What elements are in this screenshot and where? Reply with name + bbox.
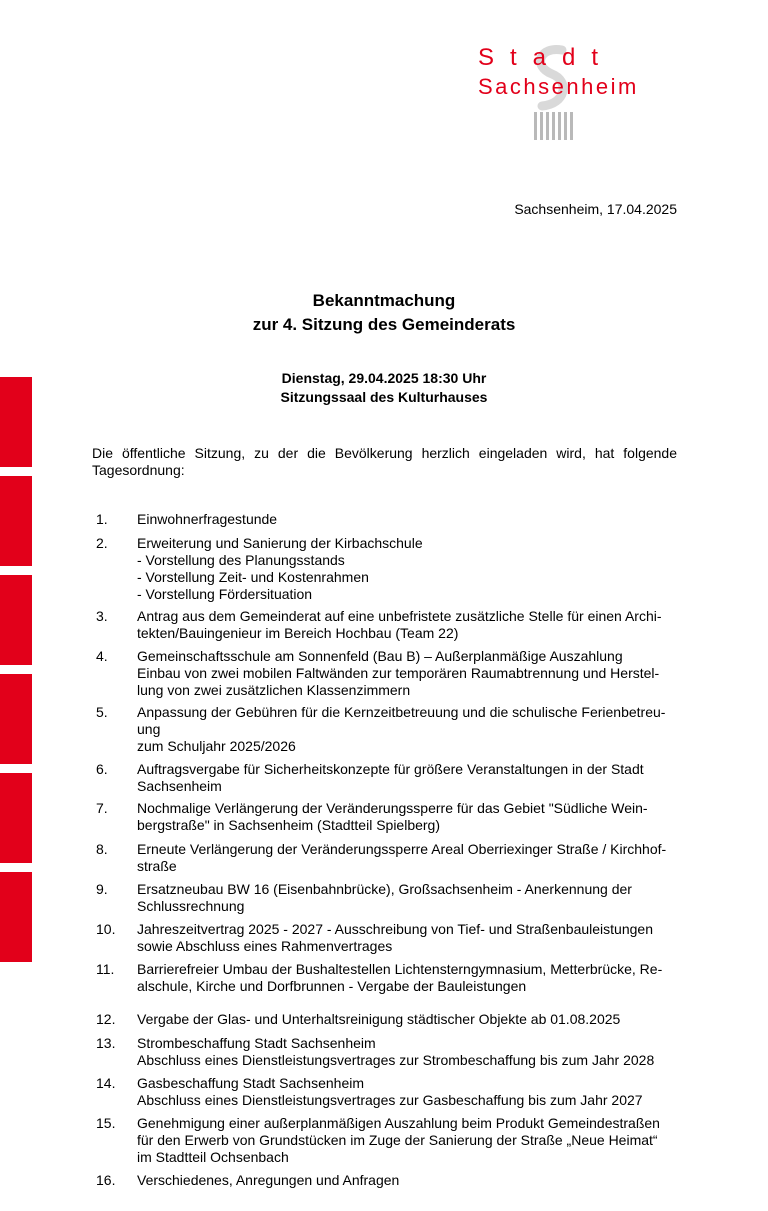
agenda-line: Jahreszeitvertrag 2025 - 2027 - Ausschreibung von Tief- und Straßenbauleistungen: [137, 921, 653, 937]
agenda-line: Ersatzneubau BW 16 (Eisenbahnbrücke), Großsachsenheim - Anerkennung der: [137, 881, 632, 897]
agenda-item-text: [137, 608, 682, 642]
meeting-info: [0, 369, 768, 407]
side-bar: [0, 575, 32, 665]
agenda-line: Erweiterung und Sanierung der Kirbachschule: [137, 535, 423, 551]
agenda-item-number: 6.: [96, 761, 108, 777]
agenda-line: - Vorstellung Zeit- und Kostenrahmen: [137, 569, 369, 585]
agenda-line: straße: [137, 858, 177, 874]
intro-line-2: Tagesordnung:: [92, 462, 185, 478]
agenda-item-number: 14.: [96, 1075, 116, 1091]
side-bar: [0, 674, 32, 764]
side-bar: [0, 476, 32, 566]
agenda-item-text: [137, 535, 682, 603]
agenda-item-number: 7.: [96, 800, 108, 816]
document-date: Sachsenheim, 17.04.2025: [514, 201, 677, 217]
city-logo: [478, 44, 638, 144]
agenda-line: Antrag aus dem Gemeinderat auf eine unbefristete zusätzliche Stelle für einen Archi-: [137, 608, 662, 624]
agenda-item-number: 15.: [96, 1115, 116, 1131]
title-line-2: zur 4. Sitzung des Gemeinderats: [252, 315, 516, 334]
agenda-item-number: 8.: [96, 841, 108, 857]
meeting-datetime: Dienstag, 29.04.2025 18:30 Uhr: [281, 370, 487, 386]
agenda-item-text: [137, 841, 682, 875]
agenda-item-text: [137, 648, 682, 699]
agenda-item-number: 13.: [96, 1035, 116, 1051]
agenda-line: sowie Abschluss eines Rahmenvertrages: [137, 938, 393, 954]
agenda-item-text: [137, 1115, 682, 1166]
agenda-item-number: 4.: [96, 648, 108, 664]
agenda-item-text: [137, 1075, 682, 1109]
logo-text-stadt: Stadt: [478, 44, 615, 71]
agenda-line: Anpassung der Gebühren für die Kernzeitbetreuung und die schulische Ferienbetreu-: [137, 704, 666, 720]
agenda-item-number: 1.: [96, 511, 108, 527]
agenda-line: Gasbeschaffung Stadt Sachsenheim: [137, 1075, 365, 1091]
agenda-line: - Vorstellung des Planungsstands: [137, 552, 345, 568]
agenda-item-text: [137, 921, 682, 955]
agenda-line: Genehmigung einer außerplanmäßigen Auszahlung beim Produkt Gemeindestraßen: [137, 1115, 660, 1131]
side-bar: [0, 872, 32, 962]
agenda-item-number: 3.: [96, 608, 108, 624]
agenda-line: lung von zwei zusätzlichen Klassenzimmern: [137, 682, 411, 698]
agenda-item-text: [137, 1172, 682, 1189]
agenda-line: Abschluss eines Dienstleistungsvertrages zur Gasbeschaffung bis zum Jahr 2027: [137, 1092, 643, 1108]
agenda-line: im Stadtteil Ochsenbach: [137, 1149, 289, 1165]
agenda-item-text: [137, 1011, 682, 1028]
agenda-line: zum Schuljahr 2025/2026: [137, 738, 296, 754]
document-title: [0, 289, 768, 337]
agenda-line: Verschiedenes, Anregungen und Anfragen: [137, 1172, 400, 1188]
agenda-line: Strombeschaffung Stadt Sachsenheim: [137, 1035, 376, 1051]
agenda-line: tekten/Bauingenieur im Bereich Hochbau (Team 22): [137, 625, 459, 641]
agenda-item-text: [137, 1035, 682, 1069]
agenda-item-number: 11.: [96, 961, 115, 977]
agenda-line: - Vorstellung Fördersituation: [137, 586, 313, 602]
agenda-item-number: 12.: [96, 1011, 116, 1027]
agenda-line: Erneute Verlängerung der Veränderungssperre Areal Oberriexinger Straße / Kirchhof-: [137, 841, 667, 857]
meeting-location: Sitzungssaal des Kulturhauses: [280, 389, 488, 405]
agenda-line: bergstraße" in Sachsenheim (Stadtteil Spielberg): [137, 817, 441, 833]
agenda-item-number: 16.: [96, 1172, 116, 1188]
agenda-line: Gemeinschaftsschule am Sonnenfeld (Bau B) – Außerplanmäßige Auszahlung: [137, 648, 623, 664]
side-bar: [0, 773, 32, 863]
agenda-line: Schlussrechnung: [137, 898, 245, 914]
agenda-item-text: [137, 881, 682, 915]
agenda-item-number: 10.: [96, 921, 116, 937]
agenda-line: Auftragsvergabe für Sicherheitskonzepte für größere Veranstaltungen in der Stadt: [137, 761, 644, 777]
agenda-item-text: [137, 761, 682, 795]
agenda-item-text: [137, 961, 682, 995]
agenda-line: ung: [137, 721, 161, 737]
agenda-item-text: [137, 704, 682, 755]
agenda-line: für den Erwerb von Grundstücken im Zuge der Sanierung der Straße „Neue Heimat“: [137, 1132, 658, 1148]
intro-paragraph: [92, 445, 677, 479]
agenda-line: Einbau von zwei mobilen Faltwänden zur temporären Raumabtrennung und Herstel-: [137, 665, 660, 681]
title-line-1: Bekanntmachung: [312, 291, 456, 310]
agenda-line: Abschluss eines Dienstleistungsvertrages zur Strombeschaffung bis zum Jahr 2028: [137, 1052, 655, 1068]
logo-bars-icon: [534, 112, 573, 140]
agenda-line: Einwohnerfragestunde: [137, 511, 278, 527]
agenda-item-number: 5.: [96, 704, 108, 720]
agenda-line: alschule, Kirche und Dorfbrunnen - Vergabe der Bauleistungen: [137, 978, 527, 994]
logo-text-sachsenheim: Sachsenheim: [478, 74, 639, 99]
agenda-item-number: 2.: [96, 535, 108, 551]
intro-line-1: Die öffentliche Sitzung, zu der die Bevölkerung herzlich eingeladen wird, hat folgende: [92, 445, 677, 461]
agenda-item-text: [137, 511, 682, 528]
agenda-item-number: 9.: [96, 881, 108, 897]
agenda-line: Vergabe der Glas- und Unterhaltsreinigung städtischer Objekte ab 01.08.2025: [137, 1011, 621, 1027]
agenda-item-text: [137, 800, 682, 834]
agenda-line: Barrierefreier Umbau der Bushaltestellen Lichtensterngymnasium, Metterbrücke, Re-: [137, 961, 663, 977]
agenda-line: Nochmalige Verlängerung der Veränderungssperre für das Gebiet "Südliche Wein-: [137, 800, 648, 816]
agenda-line: Sachsenheim: [137, 778, 222, 794]
